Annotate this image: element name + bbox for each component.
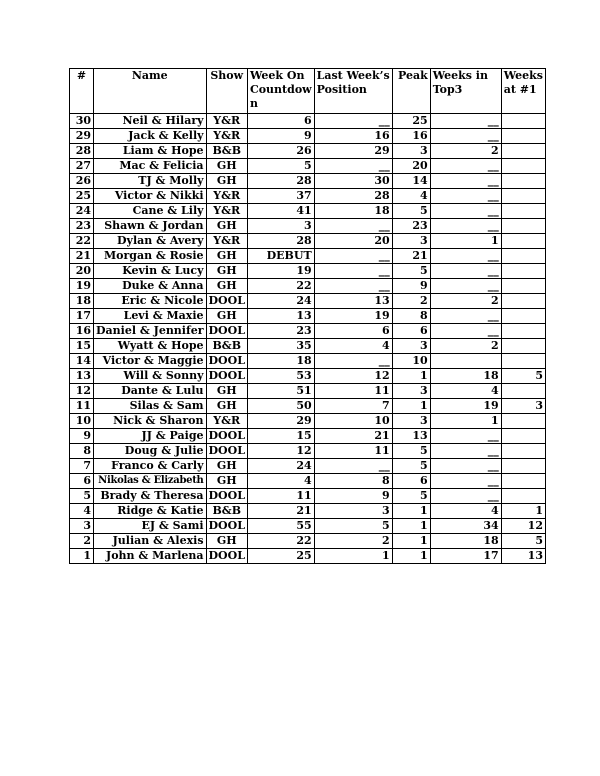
cell-weeks-in-top3: __ (430, 474, 501, 489)
cell-weeks-in-top3: 1 (430, 234, 501, 249)
cell-rank: 10 (70, 414, 94, 429)
table-row (70, 384, 546, 399)
cell-rank: 29 (70, 129, 94, 144)
cell-weeks-in-top3: __ (430, 249, 501, 264)
cell-weeks-at-1 (501, 189, 545, 204)
table-row (70, 369, 546, 384)
table-row (70, 549, 546, 564)
cell-name: Julian & Alexis (94, 534, 207, 549)
cell-week-on-countdown: 21 (247, 504, 314, 519)
table-row (70, 309, 546, 324)
cell-weeks-at-1 (501, 384, 545, 399)
cell-weeks-in-top3: __ (430, 264, 501, 279)
table-row (70, 159, 546, 174)
cell-last-week-position: 18 (314, 204, 392, 219)
cell-last-week-position: 29 (314, 144, 392, 159)
table-row (70, 264, 546, 279)
cell-name: Victor & Nikki (94, 189, 207, 204)
cell-show: GH (206, 384, 247, 399)
cell-rank: 25 (70, 189, 94, 204)
cell-rank: 14 (70, 354, 94, 369)
cell-peak: 8 (392, 309, 430, 324)
header-peak: Peak (392, 69, 430, 114)
cell-name: Silas & Sam (94, 399, 207, 414)
header-top3-line2: Top3 (432, 83, 463, 96)
cell-show: GH (206, 459, 247, 474)
cell-name: Will & Sonny (94, 369, 207, 384)
cell-weeks-in-top3: 4 (430, 384, 501, 399)
cell-week-on-countdown: 23 (247, 324, 314, 339)
cell-last-week-position: 4 (314, 339, 392, 354)
cell-week-on-countdown: 24 (247, 459, 314, 474)
cell-last-week-position: 16 (314, 129, 392, 144)
table-row (70, 444, 546, 459)
cell-peak: 14 (392, 174, 430, 189)
cell-peak: 4 (392, 189, 430, 204)
cell-name: John & Marlena (94, 549, 207, 564)
cell-show: GH (206, 474, 247, 489)
cell-weeks-in-top3: 2 (430, 339, 501, 354)
cell-name: Franco & Carly (94, 459, 207, 474)
cell-peak: 1 (392, 534, 430, 549)
cell-weeks-at-1 (501, 414, 545, 429)
cell-week-on-countdown: DEBUT (247, 249, 314, 264)
cell-weeks-at-1: 5 (501, 369, 545, 384)
cell-week-on-countdown: 6 (247, 114, 314, 129)
cell-rank: 2 (70, 534, 94, 549)
cell-show: GH (206, 264, 247, 279)
cell-name: Victor & Maggie (94, 354, 207, 369)
cell-rank: 21 (70, 249, 94, 264)
header-weeks-at-1 (501, 69, 545, 114)
cell-last-week-position: 30 (314, 174, 392, 189)
cell-rank: 7 (70, 459, 94, 474)
cell-weeks-in-top3: __ (430, 489, 501, 504)
cell-rank: 18 (70, 294, 94, 309)
cell-show: B&B (206, 504, 247, 519)
cell-peak: 3 (392, 234, 430, 249)
cell-last-week-position: 3 (314, 504, 392, 519)
cell-last-week-position: __ (314, 264, 392, 279)
cell-show: GH (206, 174, 247, 189)
header-at1-line2: at #1 (503, 83, 537, 96)
cell-last-week-position: __ (314, 219, 392, 234)
table-row (70, 489, 546, 504)
cell-show: Y&R (206, 414, 247, 429)
cell-weeks-at-1: 3 (501, 399, 545, 414)
cell-show: DOOL (206, 354, 247, 369)
cell-name: TJ & Molly (94, 174, 207, 189)
cell-last-week-position: __ (314, 354, 392, 369)
cell-name: Kevin & Lucy (94, 264, 207, 279)
cell-weeks-at-1 (501, 204, 545, 219)
cell-name: EJ & Sami (94, 519, 207, 534)
cell-peak: 23 (392, 219, 430, 234)
cell-weeks-at-1 (501, 339, 545, 354)
cell-week-on-countdown: 5 (247, 159, 314, 174)
table-row (70, 474, 546, 489)
header-weeks-in-top3 (430, 69, 501, 114)
header-week-on-line3: n (249, 97, 258, 110)
cell-weeks-in-top3: 19 (430, 399, 501, 414)
cell-peak: 21 (392, 249, 430, 264)
table-row (70, 234, 546, 249)
cell-rank: 6 (70, 474, 94, 489)
cell-name: Doug & Julie (94, 444, 207, 459)
cell-last-week-position: 19 (314, 309, 392, 324)
cell-week-on-countdown: 24 (247, 294, 314, 309)
cell-show: B&B (206, 144, 247, 159)
cell-show: GH (206, 249, 247, 264)
cell-name: Neil & Hilary (94, 114, 207, 129)
cell-weeks-at-1: 12 (501, 519, 545, 534)
cell-last-week-position: 9 (314, 489, 392, 504)
countdown-table (69, 68, 546, 564)
cell-weeks-at-1 (501, 324, 545, 339)
cell-rank: 3 (70, 519, 94, 534)
cell-show: GH (206, 159, 247, 174)
cell-rank: 11 (70, 399, 94, 414)
table-row (70, 519, 546, 534)
cell-week-on-countdown: 4 (247, 474, 314, 489)
cell-name: Levi & Maxie (94, 309, 207, 324)
cell-week-on-countdown: 53 (247, 369, 314, 384)
header-row (70, 69, 546, 114)
cell-weeks-at-1 (501, 444, 545, 459)
cell-rank: 22 (70, 234, 94, 249)
header-week-on-line2: Countdow (249, 83, 312, 96)
cell-rank: 13 (70, 369, 94, 384)
cell-weeks-in-top3: __ (430, 114, 501, 129)
header-last-week-position (314, 69, 392, 114)
cell-show: B&B (206, 339, 247, 354)
cell-show: Y&R (206, 129, 247, 144)
header-rank: # (70, 69, 94, 114)
cell-week-on-countdown: 25 (247, 549, 314, 564)
cell-week-on-countdown: 22 (247, 279, 314, 294)
cell-rank: 1 (70, 549, 94, 564)
cell-peak: 2 (392, 294, 430, 309)
table-row (70, 279, 546, 294)
header-last-week-line1: Last Week’s (316, 69, 390, 82)
cell-week-on-countdown: 35 (247, 339, 314, 354)
header-at1-line1: Weeks (503, 69, 543, 82)
cell-rank: 12 (70, 384, 94, 399)
cell-last-week-position: 12 (314, 369, 392, 384)
cell-weeks-at-1 (501, 234, 545, 249)
cell-last-week-position: __ (314, 159, 392, 174)
cell-last-week-position: 13 (314, 294, 392, 309)
cell-peak: 1 (392, 549, 430, 564)
cell-rank: 20 (70, 264, 94, 279)
table-row (70, 354, 546, 369)
cell-name: Duke & Anna (94, 279, 207, 294)
cell-peak: 1 (392, 519, 430, 534)
cell-show: DOOL (206, 294, 247, 309)
cell-name: Ridge & Katie (94, 504, 207, 519)
cell-weeks-at-1 (501, 459, 545, 474)
cell-week-on-countdown: 18 (247, 354, 314, 369)
cell-weeks-in-top3: __ (430, 309, 501, 324)
cell-rank: 4 (70, 504, 94, 519)
cell-show: DOOL (206, 519, 247, 534)
cell-weeks-at-1 (501, 174, 545, 189)
cell-week-on-countdown: 9 (247, 129, 314, 144)
cell-rank: 9 (70, 429, 94, 444)
cell-weeks-in-top3 (430, 354, 501, 369)
table-row (70, 189, 546, 204)
cell-name: Jack & Kelly (94, 129, 207, 144)
cell-weeks-at-1 (501, 249, 545, 264)
cell-rank: 16 (70, 324, 94, 339)
cell-name: Brady & Theresa (94, 489, 207, 504)
cell-week-on-countdown: 26 (247, 144, 314, 159)
cell-weeks-in-top3: 4 (430, 504, 501, 519)
cell-name: JJ & Paige (94, 429, 207, 444)
cell-name: Nick & Sharon (94, 414, 207, 429)
cell-weeks-at-1 (501, 159, 545, 174)
cell-show: DOOL (206, 489, 247, 504)
cell-peak: 13 (392, 429, 430, 444)
cell-weeks-in-top3: __ (430, 189, 501, 204)
cell-peak: 9 (392, 279, 430, 294)
cell-weeks-in-top3: __ (430, 174, 501, 189)
cell-peak: 3 (392, 339, 430, 354)
cell-name: Daniel & Jennifer (94, 324, 207, 339)
cell-weeks-at-1 (501, 429, 545, 444)
cell-rank: 27 (70, 159, 94, 174)
cell-name: Liam & Hope (94, 144, 207, 159)
table-row (70, 219, 546, 234)
cell-show: Y&R (206, 234, 247, 249)
cell-weeks-at-1 (501, 354, 545, 369)
table-row (70, 534, 546, 549)
cell-weeks-in-top3: 2 (430, 294, 501, 309)
cell-week-on-countdown: 37 (247, 189, 314, 204)
cell-weeks-at-1 (501, 129, 545, 144)
cell-show: DOOL (206, 429, 247, 444)
cell-peak: 3 (392, 384, 430, 399)
cell-show: GH (206, 309, 247, 324)
cell-weeks-in-top3: __ (430, 219, 501, 234)
table-row (70, 414, 546, 429)
cell-weeks-at-1 (501, 489, 545, 504)
table-row (70, 339, 546, 354)
cell-weeks-in-top3: __ (430, 459, 501, 474)
cell-weeks-in-top3: __ (430, 324, 501, 339)
table-body (70, 114, 546, 564)
cell-last-week-position: 20 (314, 234, 392, 249)
cell-show: Y&R (206, 114, 247, 129)
cell-weeks-in-top3: 18 (430, 369, 501, 384)
cell-week-on-countdown: 28 (247, 174, 314, 189)
table-header (70, 69, 546, 114)
cell-name: Mac & Felicia (94, 159, 207, 174)
cell-name: Wyatt & Hope (94, 339, 207, 354)
header-week-on-line1: Week On (249, 69, 305, 82)
cell-last-week-position: 21 (314, 429, 392, 444)
cell-weeks-at-1 (501, 294, 545, 309)
cell-peak: 10 (392, 354, 430, 369)
cell-last-week-position: __ (314, 459, 392, 474)
cell-last-week-position: __ (314, 279, 392, 294)
cell-show: Y&R (206, 189, 247, 204)
cell-show: GH (206, 219, 247, 234)
cell-rank: 26 (70, 174, 94, 189)
cell-weeks-at-1 (501, 279, 545, 294)
table-row (70, 114, 546, 129)
cell-show: DOOL (206, 324, 247, 339)
cell-week-on-countdown: 11 (247, 489, 314, 504)
cell-name: Shawn & Jordan (94, 219, 207, 234)
table-row (70, 324, 546, 339)
cell-peak: 5 (392, 204, 430, 219)
cell-peak: 25 (392, 114, 430, 129)
table-row (70, 294, 546, 309)
cell-peak: 16 (392, 129, 430, 144)
cell-last-week-position: __ (314, 114, 392, 129)
cell-name: Cane & Lily (94, 204, 207, 219)
cell-last-week-position: 6 (314, 324, 392, 339)
cell-peak: 20 (392, 159, 430, 174)
cell-rank: 15 (70, 339, 94, 354)
cell-rank: 8 (70, 444, 94, 459)
cell-rank: 24 (70, 204, 94, 219)
cell-rank: 28 (70, 144, 94, 159)
cell-name: Nikolas & Elizabeth (94, 474, 207, 489)
cell-last-week-position: 28 (314, 189, 392, 204)
cell-weeks-in-top3: __ (430, 204, 501, 219)
cell-week-on-countdown: 13 (247, 309, 314, 324)
cell-weeks-at-1 (501, 474, 545, 489)
cell-week-on-countdown: 22 (247, 534, 314, 549)
cell-peak: 3 (392, 414, 430, 429)
cell-week-on-countdown: 29 (247, 414, 314, 429)
cell-rank: 30 (70, 114, 94, 129)
cell-name: Dylan & Avery (94, 234, 207, 249)
cell-weeks-at-1: 5 (501, 534, 545, 549)
cell-weeks-in-top3: __ (430, 444, 501, 459)
cell-weeks-at-1 (501, 144, 545, 159)
cell-peak: 5 (392, 459, 430, 474)
cell-weeks-at-1 (501, 114, 545, 129)
cell-show: DOOL (206, 444, 247, 459)
cell-weeks-in-top3: 1 (430, 414, 501, 429)
cell-peak: 5 (392, 489, 430, 504)
cell-week-on-countdown: 51 (247, 384, 314, 399)
cell-peak: 1 (392, 369, 430, 384)
cell-weeks-in-top3: 2 (430, 144, 501, 159)
cell-last-week-position: 11 (314, 444, 392, 459)
table-row (70, 204, 546, 219)
cell-show: GH (206, 534, 247, 549)
table-row (70, 459, 546, 474)
cell-weeks-in-top3: __ (430, 159, 501, 174)
table-row (70, 129, 546, 144)
cell-week-on-countdown: 28 (247, 234, 314, 249)
cell-rank: 5 (70, 489, 94, 504)
cell-show: DOOL (206, 549, 247, 564)
cell-name: Dante & Lulu (94, 384, 207, 399)
cell-rank: 17 (70, 309, 94, 324)
cell-weeks-in-top3: __ (430, 279, 501, 294)
table-row (70, 504, 546, 519)
cell-week-on-countdown: 19 (247, 264, 314, 279)
cell-last-week-position: 5 (314, 519, 392, 534)
cell-peak: 6 (392, 324, 430, 339)
cell-weeks-at-1 (501, 219, 545, 234)
cell-last-week-position: __ (314, 249, 392, 264)
header-week-on-countdown (247, 69, 314, 114)
table-row (70, 174, 546, 189)
cell-peak: 3 (392, 144, 430, 159)
cell-weeks-at-1 (501, 309, 545, 324)
cell-weeks-at-1 (501, 264, 545, 279)
cell-name: Morgan & Rosie (94, 249, 207, 264)
cell-weeks-at-1: 13 (501, 549, 545, 564)
cell-rank: 23 (70, 219, 94, 234)
cell-weeks-in-top3: __ (430, 429, 501, 444)
cell-last-week-position: 1 (314, 549, 392, 564)
cell-peak: 1 (392, 399, 430, 414)
header-last-week-line2: Position (316, 83, 367, 96)
cell-last-week-position: 2 (314, 534, 392, 549)
cell-weeks-in-top3: 18 (430, 534, 501, 549)
cell-week-on-countdown: 3 (247, 219, 314, 234)
cell-peak: 5 (392, 444, 430, 459)
header-top3-line1: Weeks in (432, 69, 488, 82)
table-row (70, 144, 546, 159)
cell-last-week-position: 8 (314, 474, 392, 489)
cell-name: Eric & Nicole (94, 294, 207, 309)
cell-weeks-in-top3: __ (430, 129, 501, 144)
cell-show: Y&R (206, 204, 247, 219)
cell-weeks-at-1: 1 (501, 504, 545, 519)
table-row (70, 249, 546, 264)
cell-last-week-position: 11 (314, 384, 392, 399)
cell-show: DOOL (206, 369, 247, 384)
cell-week-on-countdown: 12 (247, 444, 314, 459)
header-name: Name (94, 69, 207, 114)
header-show: Show (206, 69, 247, 114)
cell-show: GH (206, 399, 247, 414)
table-row (70, 399, 546, 414)
cell-week-on-countdown: 15 (247, 429, 314, 444)
cell-last-week-position: 7 (314, 399, 392, 414)
cell-week-on-countdown: 41 (247, 204, 314, 219)
table-row (70, 429, 546, 444)
cell-peak: 6 (392, 474, 430, 489)
cell-weeks-in-top3: 17 (430, 549, 501, 564)
cell-weeks-in-top3: 34 (430, 519, 501, 534)
cell-rank: 19 (70, 279, 94, 294)
cell-peak: 5 (392, 264, 430, 279)
cell-week-on-countdown: 50 (247, 399, 314, 414)
cell-show: GH (206, 279, 247, 294)
cell-peak: 1 (392, 504, 430, 519)
cell-week-on-countdown: 55 (247, 519, 314, 534)
cell-last-week-position: 10 (314, 414, 392, 429)
